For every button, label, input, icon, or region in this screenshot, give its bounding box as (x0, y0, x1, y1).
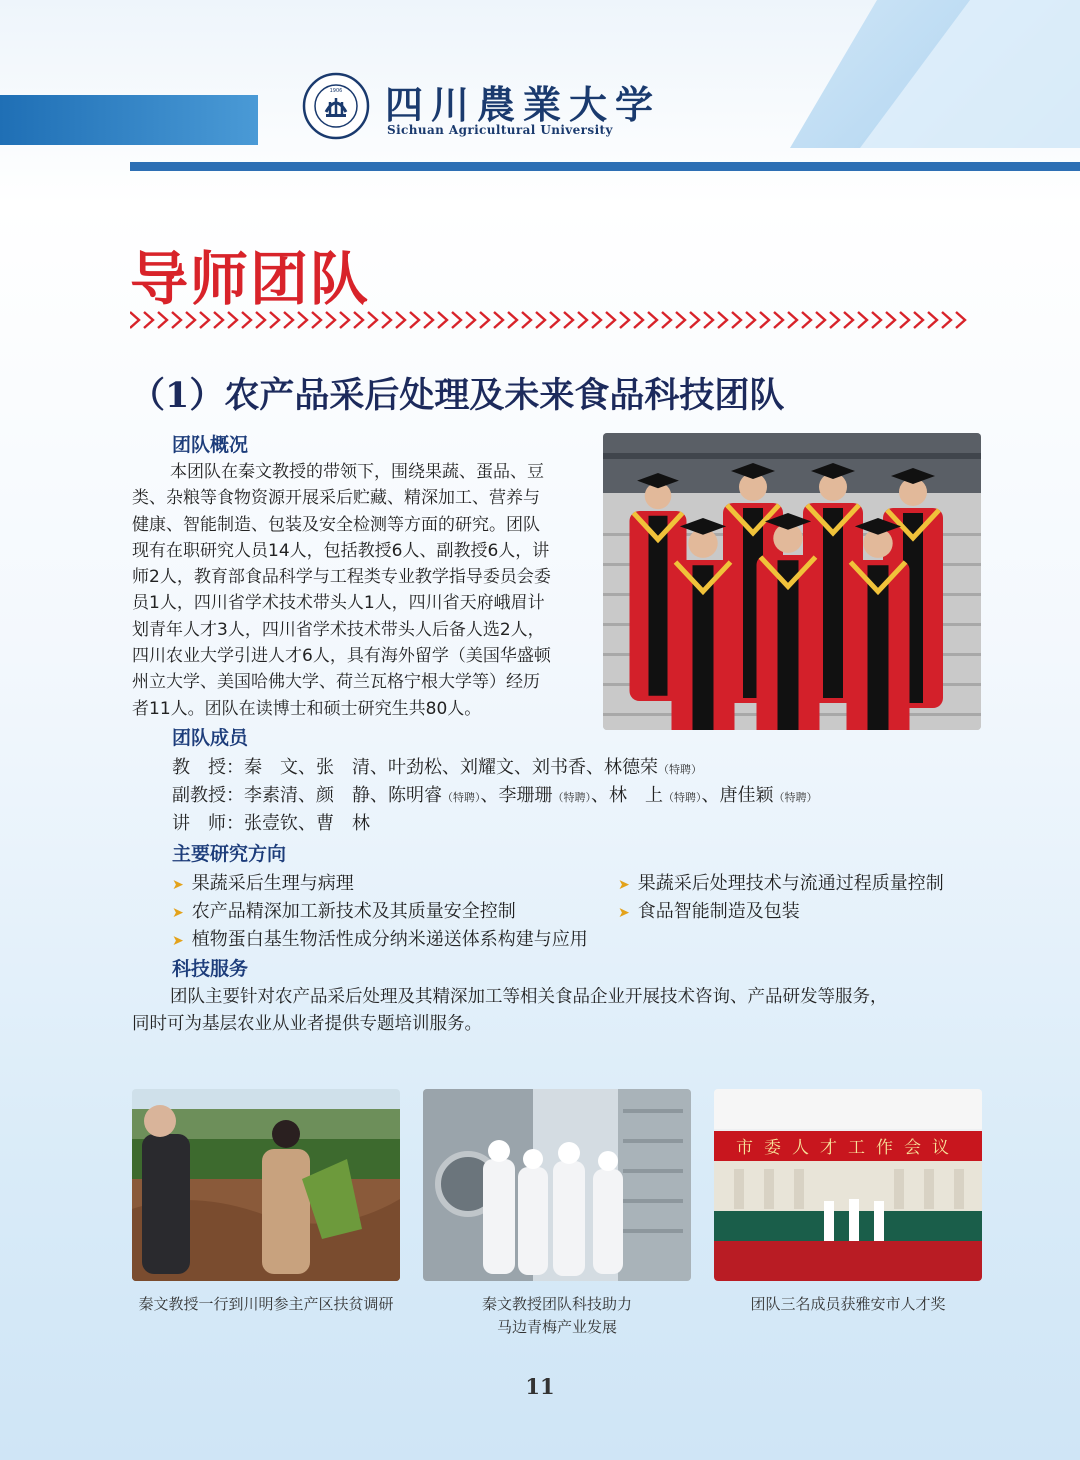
chevron-mark (676, 312, 685, 328)
university-name-cn: 四川農業大学 (385, 82, 662, 127)
chevron-mark (438, 312, 447, 328)
chevron-mark (872, 312, 881, 328)
chevron-mark (592, 312, 601, 328)
university-name-en: Sichuan Agricultural University (387, 123, 613, 137)
overview-line: 师2人，教育部食品科学与工程类专业教学指导委员会委 (132, 567, 551, 588)
chevron-mark (830, 312, 839, 328)
professor-tag: （特聘） (658, 763, 702, 776)
assoc-names-b: 、李珊珊 (480, 785, 553, 806)
chevron-mark (606, 312, 615, 328)
arrow-right-icon: ➤ (172, 933, 184, 949)
chevron-mark (368, 312, 377, 328)
chevron-mark (550, 312, 559, 328)
chevron-mark (340, 312, 349, 328)
chevron-mark (858, 312, 867, 328)
chevron-mark (452, 312, 461, 328)
chevron-mark (326, 312, 335, 328)
page-number: 11 (525, 1374, 555, 1399)
overview-line: 类、杂粮等食物资源开展采后贮藏、精深加工、营养与 (132, 488, 540, 509)
chevron-mark (172, 312, 181, 328)
overview-heading: 团队概况 (172, 434, 249, 456)
chevron-mark (690, 312, 699, 328)
direction-text: 果蔬采后处理技术与流通过程质量控制 (637, 873, 944, 894)
assoc-names-a: 李素清、颜 静、陈明睿 (244, 785, 442, 806)
chevron-mark (396, 312, 405, 328)
ceremony-banner-text: 市委人才工作会议 (736, 1138, 960, 1158)
caption-line: 马边青梅产业发展 (496, 1318, 617, 1336)
direction-text: 食品智能制造及包装 (637, 901, 800, 922)
direction-item (172, 869, 354, 895)
chevron-mark (648, 312, 657, 328)
caption-line: 秦文教授团队科技助力 (481, 1295, 632, 1313)
professor-label: 教 授： (172, 757, 244, 778)
professor-names: 秦 文、张 清、叶劲松、刘耀文、刘书香、林德荣 (244, 757, 658, 778)
professor-line (172, 753, 702, 779)
chevron-mark (732, 312, 741, 328)
university-logo (302, 72, 370, 140)
header-stripe (130, 162, 1080, 171)
chevron-mark (802, 312, 811, 328)
chevron-mark (662, 312, 671, 328)
assoc-tag-b: （特聘） (552, 791, 591, 804)
chevron-mark (788, 312, 797, 328)
chevron-mark (424, 312, 433, 328)
chevron-mark (228, 312, 237, 328)
section-title: （1）农产品采后处理及未来食品科技团队 (130, 375, 785, 416)
chevron-mark (284, 312, 293, 328)
lecturer-line (172, 809, 370, 835)
direction-item (172, 897, 516, 923)
chevron-mark (242, 312, 251, 328)
chevron-mark (760, 312, 769, 328)
arrow-right-icon: ➤ (172, 877, 184, 893)
members-heading: 团队成员 (172, 727, 249, 749)
chevron-mark (620, 312, 629, 328)
chevron-mark (270, 312, 279, 328)
chevron-mark (536, 312, 545, 328)
direction-text: 果蔬采后生理与病理 (191, 873, 354, 894)
chevron-mark (914, 312, 923, 328)
overview-line: 划青年人才3人，四川省学术技术带头人后备人选2人， (132, 619, 545, 640)
photo-field-research (132, 1089, 400, 1281)
chevron-mark (130, 312, 139, 328)
chevron-mark (816, 312, 825, 328)
chevron-mark (382, 312, 391, 328)
logo-year: 1906 (329, 88, 343, 94)
direction-text: 植物蛋白基生物活性成分纳米递送体系构建与应用 (191, 929, 588, 950)
directions-heading: 主要研究方向 (172, 843, 287, 865)
direction-item (618, 897, 800, 923)
assoc-tag-d: （特聘） (773, 791, 818, 804)
assoc-names-c: 、林 上 (591, 785, 663, 806)
service-line: 团队主要针对农产品采后处理及其精深加工等相关食品企业开展技术咨询、产品研发等服务， (170, 987, 888, 1007)
header-band-left (0, 95, 258, 145)
chevron-mark (718, 312, 727, 328)
chevron-mark (312, 312, 321, 328)
chevron-mark (844, 312, 853, 328)
direction-item (172, 925, 588, 951)
overview-line: 者11人。团队在读博士和硕士研究生共80人。 (132, 698, 482, 719)
chevron-mark (158, 312, 167, 328)
service-heading: 科技服务 (172, 958, 249, 980)
photo-award-ceremony (714, 1089, 982, 1281)
assoc-professor-line (172, 781, 818, 807)
caption-line: 团队三名成员获雅安市人才奖 (750, 1295, 946, 1313)
chevron-mark (214, 312, 223, 328)
chevron-mark (508, 312, 517, 328)
chevron-mark (200, 312, 209, 328)
overview-line: 四川农业大学引进人才6人，具有海外留学（美国华盛顿 (132, 646, 551, 667)
chevron-mark (522, 312, 531, 328)
caption-line: 秦文教授一行到川明参主产区扶贫调研 (138, 1295, 394, 1313)
chevron-mark (746, 312, 755, 328)
assoc-names-d: 、唐佳颖 (701, 785, 774, 806)
overview-line: 员1人，四川省学术技术带头人1人，四川省天府峨眉计 (132, 593, 545, 614)
chevron-mark (354, 312, 363, 328)
overview-line: 健康、智能制造、包装及安全检测等方面的研究。团队 (132, 514, 540, 535)
assoc-tag-c: （特聘） (663, 791, 702, 804)
chevron-mark (956, 312, 965, 328)
chevron-mark (144, 312, 153, 328)
overview-line: 现有在职研究人员14人，包括教授6人、副教授6人，讲 (132, 540, 550, 561)
chevron-mark (410, 312, 419, 328)
chevron-mark (774, 312, 783, 328)
caption-field-research (122, 1293, 410, 1316)
chevron-mark (704, 312, 713, 328)
service-text (132, 984, 1012, 1038)
overview-line: 本团队在秦文教授的带领下，围绕果蔬、蛋品、豆 (170, 462, 544, 482)
assoc-tag-a: （特聘） (442, 791, 481, 804)
chevron-divider (130, 307, 970, 333)
overview-line: 州立大学、美国哈佛大学、荷兰瓦格宁根大学等）经历 (132, 672, 540, 693)
chevron-mark (494, 312, 503, 328)
lecturer-names: 张壹钦、曹 林 (244, 813, 370, 834)
overview-text (132, 459, 592, 722)
chevron-mark (634, 312, 643, 328)
chevron-mark (928, 312, 937, 328)
photo-factory-visit (423, 1089, 691, 1281)
arrow-right-icon: ➤ (172, 905, 184, 921)
arrow-right-icon: ➤ (618, 877, 630, 893)
lecturer-label: 讲 师： (172, 813, 244, 834)
direction-text: 农产品精深加工新技术及其质量安全控制 (191, 901, 516, 922)
chevron-mark (466, 312, 475, 328)
chevron-mark (564, 312, 573, 328)
chevron-mark (480, 312, 489, 328)
chevron-mark (578, 312, 587, 328)
page-title: 导师团队 (130, 245, 371, 313)
chevron-mark (900, 312, 909, 328)
service-line: 同时可为基层农业从业者提供专题培训服务。 (132, 1014, 482, 1034)
caption-factory-visit (413, 1293, 701, 1339)
direction-item (618, 869, 944, 895)
assoc-label: 副教授： (172, 785, 244, 806)
chevron-mark (886, 312, 895, 328)
caption-award (704, 1293, 992, 1316)
chevron-mark (298, 312, 307, 328)
chevron-mark (942, 312, 951, 328)
team-graduation-photo (603, 433, 981, 730)
chevron-mark (256, 312, 265, 328)
arrow-right-icon: ➤ (618, 905, 630, 921)
chevron-mark (186, 312, 195, 328)
